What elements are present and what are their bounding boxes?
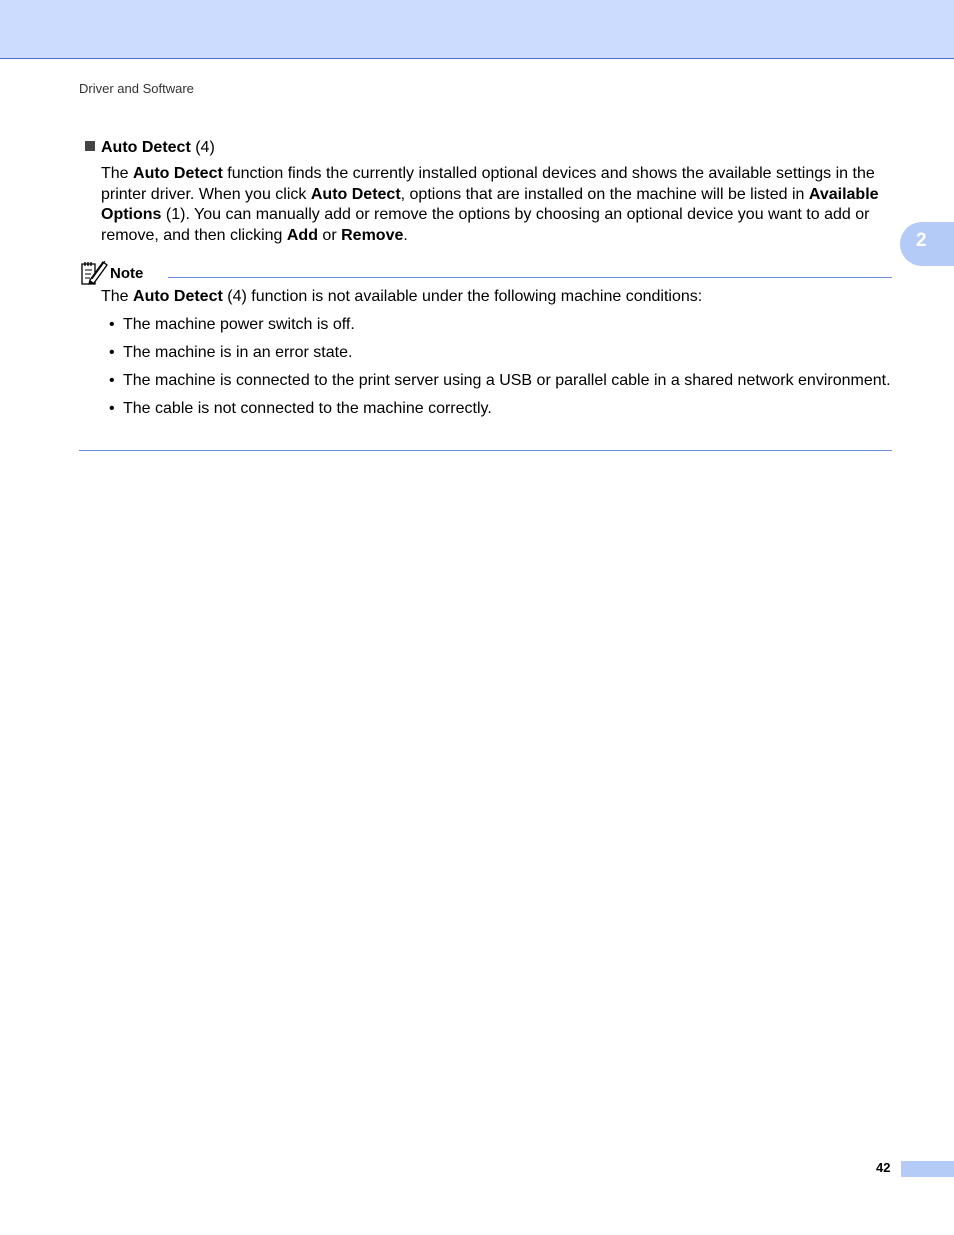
note-intro <box>101 287 702 307</box>
note-text: (4) function is not available under the following machine conditions: <box>222 288 703 305</box>
bullet-dot: • <box>109 372 115 389</box>
para-text: . <box>403 226 408 244</box>
chapter-number: 2 <box>916 230 927 251</box>
note-bold-auto-detect: Auto Detect <box>133 288 223 305</box>
section-heading <box>85 138 215 158</box>
note-top-rule <box>168 277 892 278</box>
list-item-text: The machine power switch is off. <box>123 316 355 333</box>
para-text: , options that are installed on the machine will be listed in <box>400 185 809 203</box>
para-text: function finds the currently installed optional devices and shows the available settings in the printer driver. When you click <box>101 165 875 203</box>
running-header: Driver and Software <box>79 81 194 96</box>
para-bold-available-options: Available Options <box>101 185 879 223</box>
list-item <box>101 343 891 364</box>
bullet-dot: • <box>109 344 115 361</box>
chapter-tab <box>900 222 954 266</box>
para-bold-auto-detect: Auto Detect <box>310 185 401 203</box>
para-text: The <box>101 165 134 182</box>
para-bold-add: Add <box>286 226 318 244</box>
note-pencil-icon <box>79 258 109 286</box>
para-text: or <box>317 226 342 244</box>
list-item <box>101 399 891 420</box>
para-bold-remove: Remove <box>341 226 404 244</box>
bullet-dot: • <box>109 400 115 417</box>
list-item-text: The machine is in an error state. <box>123 344 353 361</box>
list-item-text: The machine is connected to the print server using a USB or parallel cable in a shared network environment. <box>123 372 891 389</box>
square-bullet-icon <box>85 141 95 151</box>
page-number: 42 <box>876 1160 891 1175</box>
heading-bold: Auto Detect <box>101 139 191 156</box>
list-item <box>101 315 891 336</box>
list-item-text: The cable is not connected to the machine correctly. <box>123 400 492 417</box>
para-text: (1). You can manually add or remove the options by choosing an optional device you want to add or remove, and then clicking <box>101 206 870 244</box>
top-header-band <box>0 0 954 59</box>
note-text: The <box>101 288 134 305</box>
section-paragraph <box>101 164 893 246</box>
page-number-tab <box>901 1161 954 1177</box>
note-condition-list <box>101 315 891 427</box>
note-bottom-rule <box>79 450 892 451</box>
bullet-dot: • <box>109 316 115 333</box>
list-item <box>101 371 891 392</box>
note-label: Note <box>110 265 144 282</box>
para-bold-auto-detect: Auto Detect <box>133 165 223 182</box>
heading-ref: (4) <box>190 139 215 156</box>
